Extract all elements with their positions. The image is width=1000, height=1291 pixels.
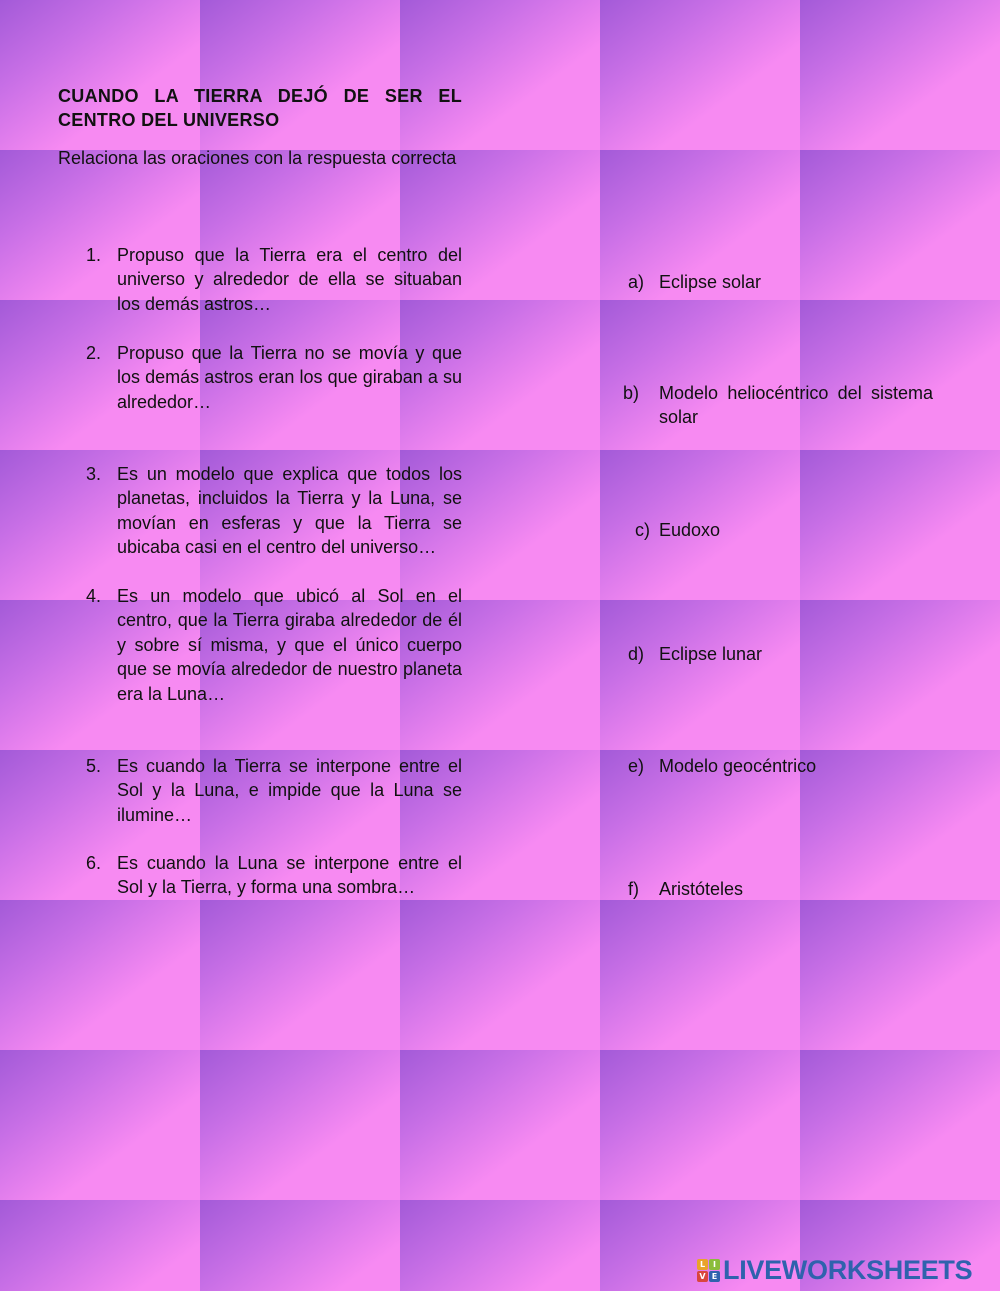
question-text: Es un modelo que ubicó al Sol en el centro, que la Tierra giraba alrededor de él y sobre sí misma, y que el único cuerpo que se movía alrededor de nuestro planeta era la Luna… (117, 586, 462, 704)
answer-item (628, 754, 938, 778)
answer-item (628, 642, 938, 666)
answer-text: Eudoxo (659, 520, 721, 540)
answer-letter: f) (628, 879, 639, 899)
worksheet-instructions: Relaciona las oraciones con la respuesta correcta (58, 148, 457, 168)
liveworksheets-logo (697, 1255, 972, 1285)
question-text: Es cuando la Luna se interpone entre el Sol y la Tierra, y forma una sombra… (117, 853, 462, 898)
answer-letter: e) (628, 756, 645, 776)
question-text: Propuso que la Tierra no se movía y que los demás astros eran los que giraban a su alrededor… (117, 343, 462, 412)
question-text: Es un modelo que explica que todos los planetas, incluidos la Tierra y la Luna, se movían en esferas y que la Tierra se ubicaba casi en el centro del universo… (117, 464, 462, 558)
logo-mark-icon (697, 1259, 720, 1282)
question-number: 6. (86, 853, 102, 873)
answer-text: Eclipse solar (659, 272, 762, 292)
answer-item (628, 270, 938, 294)
answer-text: Modelo heliocéntrico del sistema solar (659, 383, 933, 428)
question-text: Es cuando la Tierra se interpone entre el Sol y la Luna, e impide que la Luna se ilumine… (117, 756, 462, 825)
question-item (86, 851, 462, 900)
question-item (86, 584, 462, 706)
answer-text: Eclipse lunar (659, 644, 763, 664)
answer-item (623, 381, 933, 430)
answer-letter: c) (635, 520, 650, 540)
worksheet-title: CUANDO LA TIERRA DEJÓ DE SER EL CENTRO DEL UNIVERSO (58, 86, 462, 130)
logo-text: LIVEWORKSHEETS (723, 1254, 973, 1285)
question-number: 4. (86, 586, 102, 606)
answer-text: Modelo geocéntrico (659, 756, 817, 776)
logo-mark-cell: L (697, 1259, 708, 1270)
question-text: Propuso que la Tierra era el centro del universo y alrededor de ella se situaban los demás astros… (117, 245, 462, 314)
answer-text: Aristóteles (659, 879, 744, 899)
logo-mark-cell: E (709, 1271, 720, 1282)
question-number: 3. (86, 464, 102, 484)
logo-mark-cell: I (709, 1259, 720, 1270)
question-item (86, 462, 462, 560)
answer-item (635, 518, 945, 542)
question-number: 5. (86, 756, 102, 776)
answer-item (628, 877, 938, 901)
question-item (86, 754, 462, 827)
question-item (86, 243, 462, 316)
logo-mark-cell: V (697, 1271, 708, 1282)
question-item (86, 341, 462, 414)
answer-letter: a) (628, 272, 645, 292)
question-number: 1. (86, 245, 102, 265)
question-number: 2. (86, 343, 102, 363)
answer-letter: b) (623, 383, 640, 403)
answer-letter: d) (628, 644, 645, 664)
